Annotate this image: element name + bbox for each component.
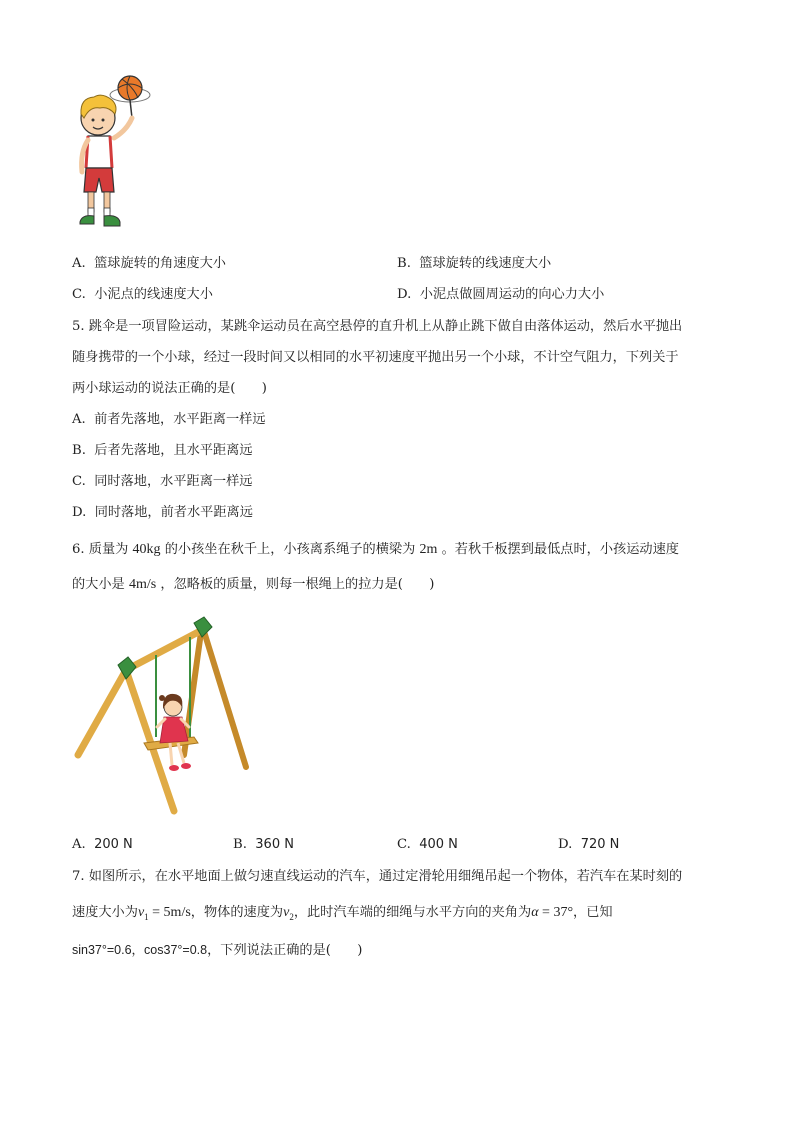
q5-stem-line-2: 随身携带的一个小球，经过一段时间又以相同的水平初速度平抛出另一个小球，不计空气阻力，下列关于 — [72, 350, 679, 365]
q5-option-c — [72, 473, 252, 491]
option-letter: C. — [72, 474, 86, 489]
v1-symbol: v — [137, 905, 145, 920]
q6-option-c — [397, 836, 458, 854]
length-value: 2m — [419, 542, 438, 557]
q4-option-d — [397, 286, 604, 304]
option-text: 后者先落地，且水平距离远 — [94, 443, 253, 458]
v2-expression — [283, 905, 294, 920]
q6-option-d — [558, 836, 619, 854]
spinning-basketball — [110, 76, 150, 102]
v1-subscript: 1 — [144, 911, 149, 922]
q5-stem-line-1: 5. 跳伞是一项冒险运动，某跳伞运动员在高空悬停的直升机上从静止跳下做自由落体运动，然后水平抛出 — [72, 319, 683, 334]
option-text: 同时落地，前者水平距离远 — [94, 505, 253, 520]
option-text: 400 N — [419, 837, 458, 852]
text: ，下列说法正确的是( ) — [207, 943, 363, 958]
text: 。若秋千板摆到最低点时，小孩运动速度 — [441, 542, 679, 557]
option-letter: A. — [72, 412, 86, 427]
option-letter: D. — [72, 505, 87, 520]
basketball-boy-illustration — [72, 70, 152, 235]
mass-value: 40kg — [132, 542, 161, 557]
v1-expression — [138, 905, 191, 920]
speed-value: 4m/s — [128, 577, 157, 592]
option-text: 篮球旋转的线速度大小 — [419, 256, 552, 271]
v2-symbol: v — [283, 905, 290, 920]
option-letter: A. — [72, 256, 86, 271]
q4-option-b — [397, 255, 551, 273]
q5-option-d — [72, 504, 253, 522]
text: 的小孩坐在秋千上，小孩离系绳子的横梁为 — [164, 542, 416, 557]
option-text: 200 N — [94, 837, 133, 852]
option-letter: C. — [397, 837, 411, 852]
text: ，忽略板的质量，则每一根绳上的拉力是( ) — [160, 577, 435, 592]
text: ，此时汽车端的细绳与水平方向的夹角为 — [293, 905, 532, 920]
text: ，物体的速度为 — [190, 905, 284, 920]
option-letter: C. — [72, 287, 86, 302]
option-letter: A. — [72, 837, 86, 852]
v2-subscript: 2 — [289, 911, 294, 922]
option-letter: B. — [72, 443, 86, 458]
text: ，已知 — [573, 905, 613, 920]
option-letter: D. — [397, 287, 412, 302]
v1-value: = 5m/s — [148, 905, 191, 920]
option-text: 篮球旋转的角速度大小 — [94, 256, 226, 271]
swing-girl-illustration — [74, 615, 254, 820]
alpha-value: = 37° — [538, 905, 574, 920]
text: 速度大小为 — [72, 905, 138, 920]
text: 的大小是 — [72, 577, 125, 592]
option-letter: D. — [558, 837, 573, 852]
q4-option-a — [72, 255, 226, 273]
trig-values: sin37°=0.6，cos37°=0.8 — [72, 943, 208, 957]
option-text: 720 N — [580, 837, 620, 852]
option-text: 360 N — [255, 837, 294, 852]
q7-stem-line-2 — [72, 904, 613, 926]
option-text: 同时落地，水平距离一样远 — [94, 474, 253, 489]
q5-stem-line-3: 两小球运动的说法正确的是( ) — [72, 381, 267, 396]
q6-stem-line-1 — [72, 541, 679, 559]
option-letter: B. — [233, 837, 247, 852]
alpha-symbol: α — [531, 905, 539, 920]
text: 6. 质量为 — [72, 542, 129, 557]
q7-stem-line-1: 7. 如图所示，在水平地面上做匀速直线运动的汽车，通过定滑轮用细绳吊起一个物体，若汽车在某时刻的 — [72, 869, 683, 884]
q5-option-a — [72, 411, 266, 429]
option-text: 小泥点的线速度大小 — [94, 287, 213, 302]
q6-option-b — [233, 836, 294, 854]
q5-option-b — [72, 442, 253, 460]
q6-stem-line-2 — [72, 576, 434, 594]
alpha-expression — [531, 905, 573, 920]
q4-option-c — [72, 286, 213, 304]
option-text: 前者先落地，水平距离一样远 — [94, 412, 266, 427]
q7-stem-line-3 — [72, 941, 362, 960]
option-text: 小泥点做圆周运动的向心力大小 — [419, 287, 605, 302]
q6-option-a — [72, 836, 133, 854]
option-letter: B. — [397, 256, 411, 271]
